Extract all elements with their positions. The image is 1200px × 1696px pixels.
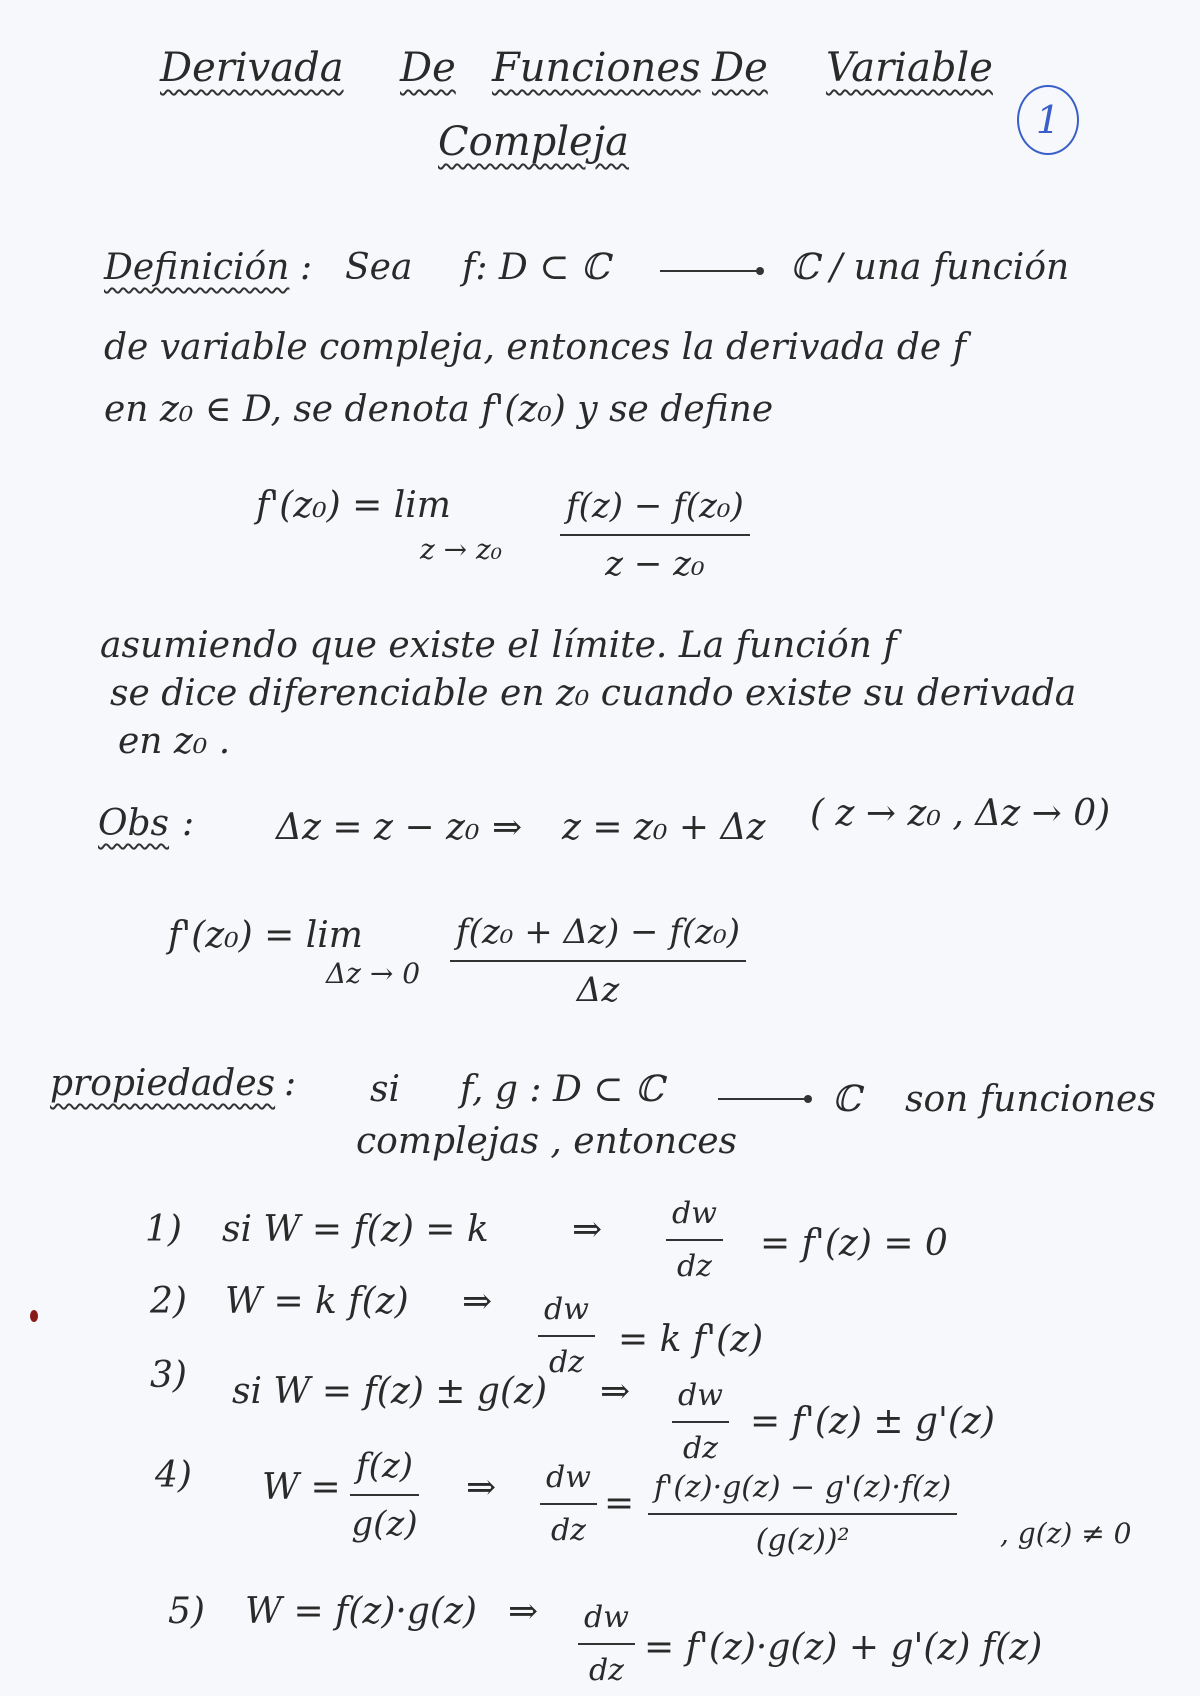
properties-functions: son funciones — [905, 1079, 1156, 1120]
properties-colon: : — [284, 1063, 297, 1104]
property-2-dwdz — [538, 1292, 595, 1380]
quotient-denominator: (g(z))² — [755, 1523, 850, 1558]
derivative2-numerator: f(z₀ + Δz) − f(z₀) — [456, 912, 740, 952]
property-3-number: 3) — [150, 1355, 187, 1396]
definition-line3: en z₀ ∈ D, se denota f'(z₀) y se define — [104, 389, 774, 430]
derivative-lhs: f'(z₀) = lim — [256, 485, 451, 526]
property-4-condition: , g(z) ≠ 0 — [1000, 1517, 1132, 1550]
map-arrow — [660, 270, 760, 272]
dz: dz — [676, 1249, 712, 1284]
title-word-compleja: Compleja — [438, 119, 629, 165]
properties-line2: complejas , entonces — [356, 1121, 738, 1162]
g-of-z: g(z) — [351, 1504, 418, 1544]
property-4-number: 4) — [155, 1455, 192, 1496]
property-4-equals: = — [604, 1483, 635, 1524]
property-3-arrow: ⇒ — [600, 1371, 631, 1412]
definition-codomain: ℂ / una función — [790, 247, 1070, 288]
f-of-z: f(z) — [356, 1446, 414, 1486]
derivative2-lhs: f'(z₀) = lim — [168, 915, 363, 956]
quotient-numerator: f'(z)·g(z) − g'(z)·f(z) — [654, 1470, 952, 1505]
title-word-funciones: Funciones — [492, 45, 701, 91]
definition-map: f: D ⊂ ℂ — [462, 247, 610, 288]
title-word-de-2: De — [712, 45, 768, 91]
dz: dz — [682, 1431, 718, 1466]
dz: dz — [548, 1345, 584, 1380]
property-4-dwdz — [540, 1460, 597, 1548]
property-1-lhs: si W = f(z) = k — [222, 1209, 489, 1250]
property-1-arrow: ⇒ — [572, 1209, 603, 1250]
obs-condition: ( z → z₀ , Δz → 0) — [810, 793, 1111, 834]
property-4-lhs: W = — [262, 1467, 341, 1508]
obs-implies: ⇒ — [492, 807, 523, 848]
dw: dw — [546, 1460, 591, 1495]
property-1-number: 1) — [145, 1209, 182, 1250]
property-3-rhs: = f'(z) ± g'(z) — [750, 1401, 995, 1442]
derivative2-limit-sub: Δz → 0 — [326, 957, 421, 990]
properties-map: f, g : D ⊂ ℂ — [460, 1069, 664, 1110]
ink-dot — [30, 1310, 38, 1322]
dz: dz — [588, 1653, 624, 1688]
definition-colon: : — [300, 247, 313, 288]
derivative2-denominator: Δz — [576, 970, 620, 1010]
property-5-number: 5) — [168, 1591, 205, 1632]
properties-si: si — [370, 1069, 400, 1110]
property-2-number: 2) — [150, 1281, 187, 1322]
derivative-denominator: z − z₀ — [605, 544, 705, 584]
property-5-arrow: ⇒ — [508, 1591, 539, 1632]
property-4-arrow: ⇒ — [466, 1467, 497, 1508]
definition-line2: de variable compleja, entonces la derivada de f — [104, 327, 966, 368]
definition-label: Definición — [104, 247, 290, 288]
definition-sea: Sea — [345, 247, 413, 288]
property-2-arrow: ⇒ — [462, 1281, 493, 1322]
derivative-fraction — [560, 486, 750, 584]
property-2-lhs: W = k f(z) — [225, 1281, 409, 1322]
title-word-derivada: Derivada — [160, 45, 344, 91]
property-5-rhs: = f'(z)·g(z) + g'(z) f(z) — [644, 1627, 1043, 1668]
title-word-variable: Variable — [826, 45, 993, 91]
page-number: 1 — [1017, 85, 1079, 155]
properties-codomain: ℂ — [832, 1079, 861, 1120]
properties-label: propiedades — [50, 1063, 276, 1104]
paragraph-line1: asumiendo que existe el límite. La función f — [100, 625, 897, 666]
obs-colon: : — [182, 803, 195, 844]
derivative-numerator: f(z) − f(z₀) — [566, 486, 744, 526]
properties-arrow — [718, 1098, 808, 1100]
property-1-dwdz — [666, 1196, 723, 1284]
paragraph-line2: se dice diferenciable en z₀ cuando existe su derivada — [110, 673, 1077, 714]
obs-eq2: z = z₀ + Δz — [562, 807, 766, 848]
obs-label: Obs — [98, 803, 170, 844]
dz: dz — [550, 1513, 586, 1548]
property-5-lhs: W = f(z)·g(z) — [245, 1591, 477, 1632]
property-3-dwdz — [672, 1378, 729, 1466]
dw: dw — [584, 1600, 629, 1635]
derivative-limit-sub: z → z₀ — [420, 533, 502, 566]
dw: dw — [672, 1196, 717, 1231]
dw: dw — [678, 1378, 723, 1413]
property-2-rhs: = k f'(z) — [618, 1319, 764, 1360]
property-4-quotient — [350, 1446, 419, 1544]
title-word-de: De — [400, 45, 456, 91]
property-5-dwdz — [578, 1600, 635, 1688]
property-1-rhs: = f'(z) = 0 — [760, 1223, 948, 1264]
derivative2-fraction — [450, 912, 746, 1010]
dw: dw — [544, 1292, 589, 1327]
property-4-rhs-fraction — [648, 1470, 957, 1558]
paragraph-line3: en z₀ . — [118, 721, 231, 762]
property-3-lhs: si W = f(z) ± g(z) — [232, 1371, 548, 1412]
obs-eq1: Δz = z − z₀ — [276, 807, 480, 848]
